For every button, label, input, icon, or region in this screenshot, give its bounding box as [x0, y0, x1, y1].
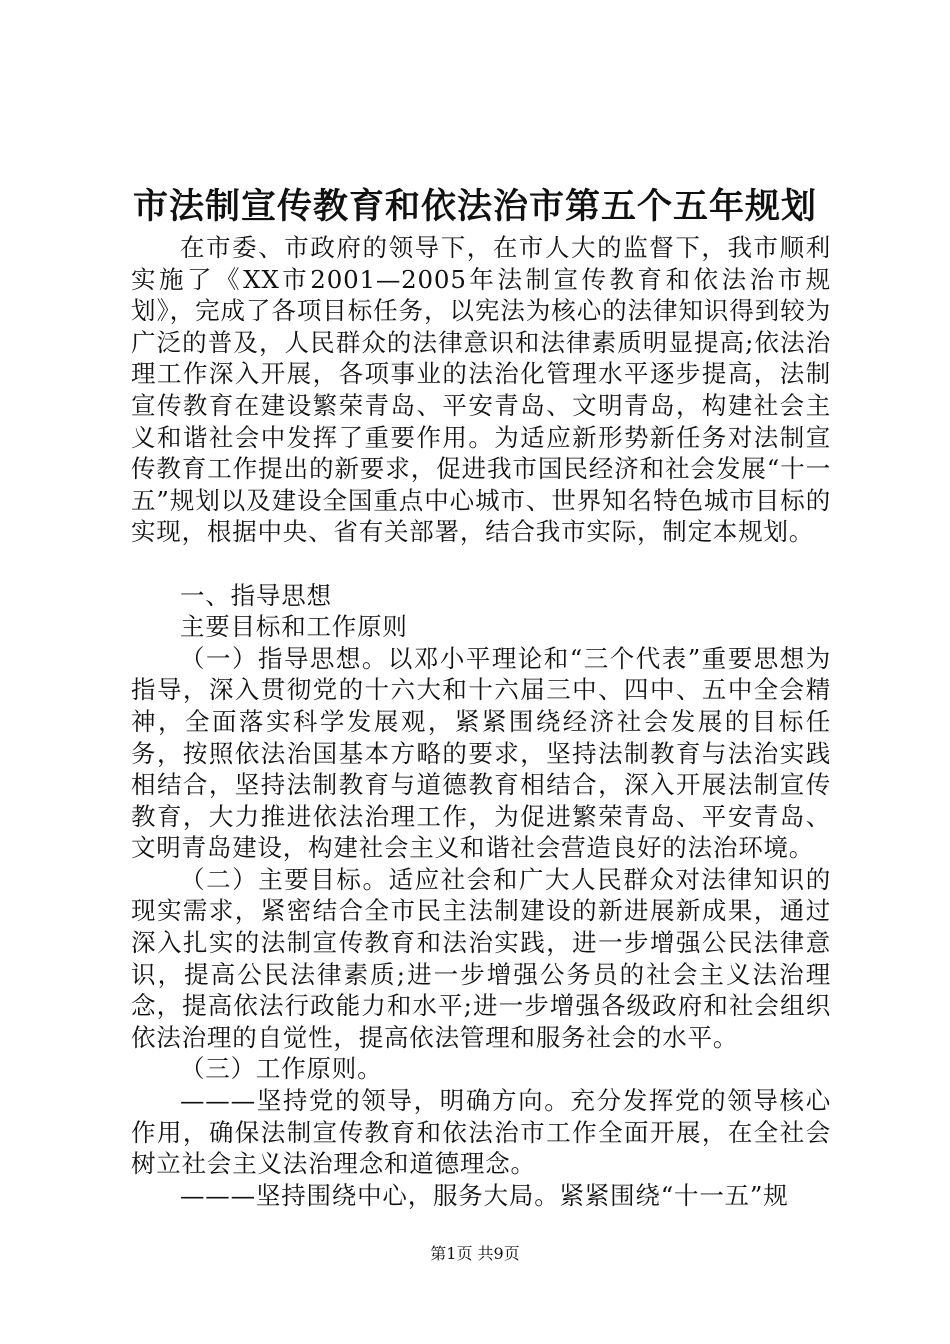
- intro-paragraph: 在市委、市政府的领导下，在市人大的监督下，我市顺利实施了《XX市2001—2005年法制宣传教育和依法治市规划》，完成了各项目标任务，以宪法为核心的法律知识得到较为广泛的普及，人民群众的法律意识和法律素质明显提高;依法治理工作深入开展，各项事业的法治化管理水平逐步提高，法制宣传教育在建设繁荣青岛、平安青岛、文明青岛，构建社会主义和谐社会中发挥了重要作用。为适应新形势新任务对法制宣传教育工作提出的新要求，促进我市国民经济和社会发展“十一五”规划以及建设全国重点中心城市、世界知名特色城市目标的实现，根据中央、省有关部署，结合我市实际，制定本规划。: [131, 233, 831, 547]
- main-goals-paragraph: （二）主要目标。适应社会和广大人民群众对法律知识的现实需求，紧密结合全市民主法制建设的新进展新成果，通过深入扎实的法制宣传教育和法治实践，进一步增强公民法律意识，提高公民法律素质;进一步增强公务员的社会主义法治理念，提高依法行政能力和水平;进一步增强各级政府和社会组织依法治理的自觉性，提高依法管理和服务社会的水平。: [131, 864, 831, 1052]
- paragraph-spacer: [131, 548, 831, 580]
- page-indicator: 第1页 共9页: [430, 1244, 520, 1263]
- document-title: 市法制宣传教育和依法治市第五个五年规划: [132, 186, 817, 227]
- principle-paragraph: ———坚持党的领导，明确方向。充分发挥党的领导核心作用，确保法制宣传教育和依法治市工作全面开展，在全社会树立社会主义法治理念和道德理念。: [131, 1086, 831, 1179]
- section-heading: 一、指导思想: [180, 580, 332, 610]
- section-subheading: 主要目标和工作原则: [180, 612, 408, 642]
- document-body: [131, 232, 831, 1211]
- principle-paragraph: ———坚持围绕中心，服务大局。紧紧围绕“十一五”规: [180, 1180, 789, 1210]
- work-principles-heading: （三）工作原则。: [180, 1054, 383, 1084]
- guiding-ideology-paragraph: （一）指导思想。以邓小平理论和“三个代表”重要思想为指导，深入贯彻党的十六大和十六届三中、四中、五中全会精神，全面落实科学发展观，紧紧围绕经济社会发展的目标任务，按照依法治国基本方略的要求，坚持法制教育与法治实践相结合，坚持法制教育与道德教育相结合，深入开展法制宣传教育，大力推进依法治理工作，为促进繁荣青岛、平安青岛、文明青岛建设，构建社会主义和谐社会营造良好的法治环境。: [131, 643, 831, 863]
